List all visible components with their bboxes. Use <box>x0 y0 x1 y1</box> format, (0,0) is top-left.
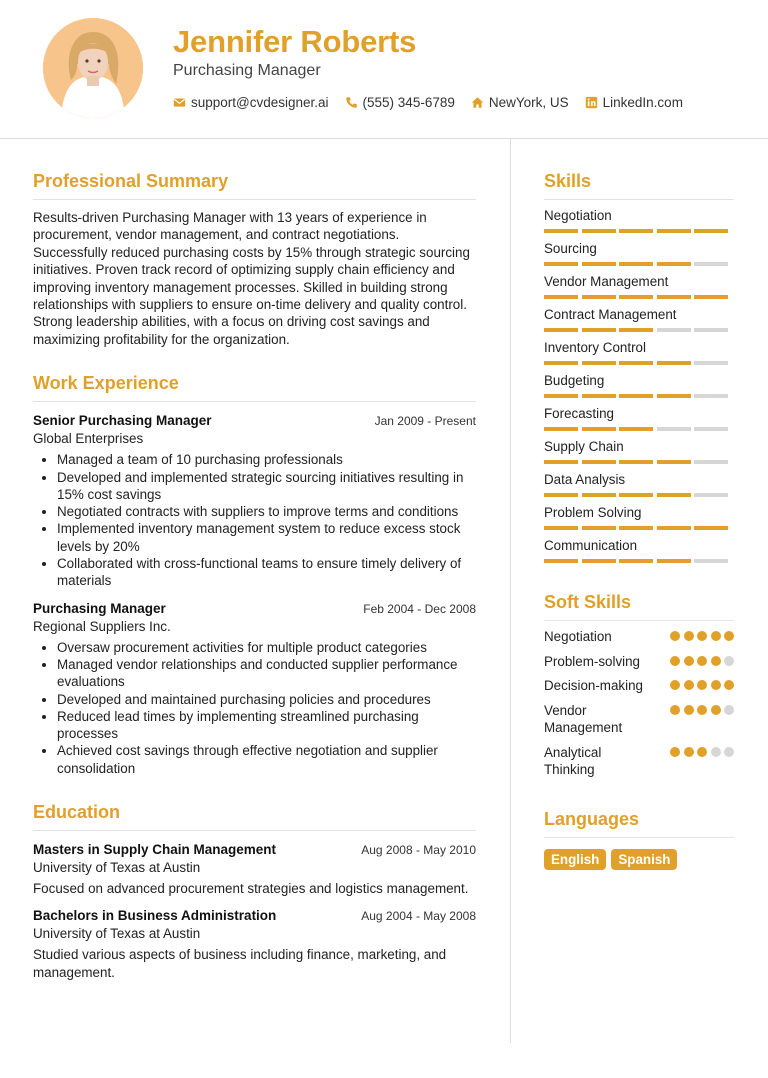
resume-header <box>0 0 768 139</box>
rating-dot-filled <box>670 705 680 715</box>
linkedin-icon <box>585 96 598 109</box>
skill-bar-filled <box>657 526 691 530</box>
contact-phone[interactable] <box>345 95 455 110</box>
candidate-role: Purchasing Manager <box>173 62 321 79</box>
job-bullets <box>33 451 476 589</box>
skill-bar-filled <box>657 229 691 233</box>
job-bullet: • Developed and maintained purchasing policies and procedures <box>57 691 476 708</box>
skill-name: Forecasting <box>544 406 614 421</box>
rating-dot-filled <box>697 747 707 757</box>
skill-bar-filled <box>619 427 653 431</box>
skill-item <box>544 406 734 431</box>
skill-item <box>544 505 734 530</box>
skill-level-bar <box>544 262 734 266</box>
education-section <box>33 802 476 981</box>
skills-list <box>544 208 734 563</box>
job-bullets <box>33 639 476 777</box>
skill-bar-filled <box>582 361 616 365</box>
skill-bar-filled <box>582 526 616 530</box>
skill-bar-filled <box>582 427 616 431</box>
soft-skill-name: Vendor Management <box>544 702 623 735</box>
summary-title: Professional Summary <box>33 171 476 200</box>
rating-dot-filled <box>670 747 680 757</box>
skill-bar-filled <box>657 394 691 398</box>
rating-dot-filled <box>711 705 721 715</box>
skill-level-bar <box>544 361 734 365</box>
contact-linkedin[interactable] <box>585 95 683 110</box>
skill-bar-filled <box>619 559 653 563</box>
skill-level-bar <box>544 328 734 332</box>
soft-skills-title: Soft Skills <box>544 592 734 621</box>
education-entry <box>33 908 476 981</box>
education-description: Studied various aspects of business including finance, marketing, and management. <box>33 947 447 980</box>
rating-dot-filled <box>697 680 707 690</box>
skill-item <box>544 208 734 233</box>
job-bullet: • Reduced lead times by implementing streamlined purchasing processes <box>57 708 476 743</box>
rating-dot-filled <box>684 680 694 690</box>
skills-section <box>544 171 734 563</box>
education-title: Education <box>33 802 476 831</box>
skill-item <box>544 340 734 365</box>
contact-linkedin-text: LinkedIn.com <box>602 95 683 110</box>
skill-level-bar <box>544 229 734 233</box>
job-bullet: • Implemented inventory management system to reduce excess stock levels by 20% <box>57 520 476 555</box>
skill-bar-filled <box>582 328 616 332</box>
rating-dot-empty <box>711 747 721 757</box>
skill-item <box>544 439 734 464</box>
language-badge: Spanish <box>611 849 677 870</box>
rating-dot-filled <box>670 656 680 666</box>
skill-bar-filled <box>619 229 653 233</box>
skill-bar-filled <box>619 493 653 497</box>
envelope-icon <box>173 96 186 109</box>
job-bullet: • Developed and implemented strategic sourcing initiatives resulting in 15% cost savings <box>57 469 476 504</box>
soft-skill-rating <box>667 656 735 666</box>
contact-email-text: support@cvdesigner.ai <box>191 95 329 110</box>
skill-bar-filled <box>582 262 616 266</box>
skill-bar-filled <box>544 559 578 563</box>
rating-dot-filled <box>711 631 721 641</box>
skill-bar-filled <box>544 394 578 398</box>
soft-skill-name: Problem-solving <box>544 653 641 669</box>
school-name: University of Texas at Austin <box>33 860 201 875</box>
skill-bar-filled <box>544 229 578 233</box>
job-company: Regional Suppliers Inc. <box>33 618 171 634</box>
job-bullet: • Negotiated contracts with suppliers to improve terms and conditions <box>57 503 476 520</box>
language-list <box>544 849 734 870</box>
skill-item <box>544 373 734 398</box>
rating-dot-filled <box>684 705 694 715</box>
job-list <box>33 413 476 777</box>
education-date: Aug 2008 - May 2010 <box>361 843 476 857</box>
job-bullet: • Oversaw procurement activities for multiple product categories <box>57 639 476 656</box>
skill-bar-filled <box>619 361 653 365</box>
job-title: Senior Purchasing Manager <box>33 413 212 429</box>
education-date: Aug 2004 - May 2008 <box>361 909 476 924</box>
avatar <box>43 18 143 118</box>
rating-dot-filled <box>724 631 734 641</box>
skill-name: Budgeting <box>544 373 605 388</box>
skill-name: Vendor Management <box>544 274 669 289</box>
skill-level-bar <box>544 427 734 431</box>
skill-bar-filled <box>582 295 616 299</box>
rating-dot-empty <box>724 705 734 715</box>
skill-level-bar <box>544 295 734 299</box>
soft-skills-list <box>544 628 734 779</box>
skill-level-bar <box>544 394 734 398</box>
contact-row <box>173 95 699 110</box>
skill-bar-filled <box>544 493 578 497</box>
job-bullet: • Collaborated with cross-functional teams to ensure timely delivery of materials <box>57 555 476 590</box>
skill-name: Communication <box>544 538 638 553</box>
soft-skill-name: Negotiation <box>544 629 612 644</box>
skill-bar-empty <box>694 460 728 464</box>
skill-bar-filled <box>544 427 578 431</box>
side-column <box>544 171 734 870</box>
soft-skill-rating <box>667 747 735 757</box>
skill-bar-filled <box>619 262 653 266</box>
job-company: Global Enterprises <box>33 431 144 447</box>
skill-bar-filled <box>544 526 578 530</box>
skill-bar-filled <box>694 295 728 299</box>
skill-bar-empty <box>657 427 691 431</box>
candidate-name: Jennifer Roberts <box>173 24 417 59</box>
skill-bar-filled <box>544 295 578 299</box>
skill-bar-filled <box>657 262 691 266</box>
soft-skill-item <box>544 744 734 779</box>
rating-dot-filled <box>684 747 694 757</box>
skill-bar-filled <box>657 295 691 299</box>
skill-level-bar <box>544 526 734 530</box>
skill-bar-filled <box>544 361 578 365</box>
skill-bar-filled <box>619 526 653 530</box>
main-column <box>33 171 476 981</box>
home-icon <box>471 96 484 109</box>
rating-dot-empty <box>724 656 734 666</box>
skill-bar-filled <box>544 262 578 266</box>
soft-skill-item <box>544 628 734 646</box>
rating-dot-filled <box>684 631 694 641</box>
skill-bar-filled <box>544 328 578 332</box>
education-description: Focused on advanced procurement strategies and logistics management. <box>33 881 469 896</box>
skill-name: Sourcing <box>544 241 597 256</box>
skill-bar-empty <box>694 427 728 431</box>
soft-skill-name: Analytical Thinking <box>544 744 602 777</box>
skill-bar-filled <box>582 460 616 464</box>
job-date: Feb 2004 - Dec 2008 <box>363 601 476 616</box>
education-entry <box>33 842 476 897</box>
job-title: Purchasing Manager <box>33 600 166 616</box>
skill-bar-filled <box>544 460 578 464</box>
skill-item <box>544 472 734 497</box>
languages-section <box>544 809 734 870</box>
skill-bar-filled <box>582 394 616 398</box>
skill-bar-empty <box>657 328 691 332</box>
language-badge: English <box>544 849 606 870</box>
skill-bar-filled <box>657 460 691 464</box>
skill-bar-filled <box>582 559 616 563</box>
summary-text: Results-driven Purchasing Manager with 13 years of experience in procurement, vendor management, and contract negotiations. Successfully reduced purchasing costs by 15% through strategic sourcing initiatives. Proven track record of optimizing supply chain efficiency and improving inventory management processes. Skilled in building strong relationships with suppliers to ensure on-time delivery and quality control. Strong leadership abilities, with a focus on driving cost savings and maximizing profitability for the organization. <box>33 210 470 347</box>
languages-title: Languages <box>544 809 734 838</box>
school-name: University of Texas at Austin <box>33 926 201 942</box>
skill-bar-filled <box>619 328 653 332</box>
experience-section <box>33 373 476 777</box>
skill-name: Inventory Control <box>544 340 646 355</box>
job-entry <box>33 413 476 589</box>
skill-name: Supply Chain <box>544 439 624 454</box>
column-divider <box>510 138 511 1043</box>
skill-name: Problem Solving <box>544 505 642 520</box>
skill-item <box>544 307 734 332</box>
rating-dot-filled <box>697 705 707 715</box>
job-bullet: • Managed vendor relationships and conducted supplier performance evaluations <box>57 656 476 691</box>
skill-bar-filled <box>619 460 653 464</box>
skill-level-bar <box>544 493 734 497</box>
rating-dot-empty <box>724 747 734 757</box>
rating-dot-filled <box>670 631 680 641</box>
skill-name: Data Analysis <box>544 472 626 487</box>
soft-skill-rating <box>667 705 735 715</box>
skill-item <box>544 274 734 299</box>
rating-dot-filled <box>670 680 680 690</box>
skill-name: Negotiation <box>544 208 612 223</box>
summary-section <box>33 171 476 348</box>
job-bullet: • Achieved cost savings through effective negotiation and supplier consolidation <box>57 742 476 777</box>
skill-level-bar <box>544 460 734 464</box>
rating-dot-filled <box>697 656 707 666</box>
rating-dot-filled <box>684 656 694 666</box>
degree-title: Bachelors in Business Administration <box>33 908 277 924</box>
skill-bar-empty <box>694 361 728 365</box>
skill-bar-filled <box>582 229 616 233</box>
soft-skills-section <box>544 592 734 779</box>
skill-bar-empty <box>694 262 728 266</box>
skill-item <box>544 538 734 563</box>
rating-dot-filled <box>711 680 721 690</box>
skill-bar-empty <box>694 394 728 398</box>
skill-bar-filled <box>694 229 728 233</box>
skill-bar-filled <box>657 559 691 563</box>
education-list <box>33 842 476 981</box>
skill-bar-filled <box>657 361 691 365</box>
soft-skill-item <box>544 677 734 695</box>
skill-bar-filled <box>582 493 616 497</box>
soft-skill-rating <box>667 631 735 641</box>
skill-bar-empty <box>694 328 728 332</box>
contact-email[interactable] <box>173 95 329 110</box>
rating-dot-filled <box>697 631 707 641</box>
skill-bar-filled <box>694 526 728 530</box>
skill-bar-filled <box>619 295 653 299</box>
skill-bar-empty <box>694 493 728 497</box>
experience-title: Work Experience <box>33 373 476 402</box>
skill-bar-filled <box>657 493 691 497</box>
skill-bar-empty <box>694 559 728 563</box>
skills-title: Skills <box>544 171 734 200</box>
job-date: Jan 2009 - Present <box>374 414 476 429</box>
contact-phone-text: (555) 345-6789 <box>362 95 455 110</box>
skill-level-bar <box>544 559 734 563</box>
contact-location-text: NewYork, US <box>488 95 569 110</box>
job-bullet: • Managed a team of 10 purchasing professionals <box>57 451 476 468</box>
rating-dot-filled <box>711 656 721 666</box>
skill-name: Contract Management <box>544 307 677 322</box>
skill-item <box>544 241 734 266</box>
contact-location <box>471 95 569 110</box>
soft-skill-name: Decision-making <box>544 678 643 693</box>
job-entry <box>33 601 476 777</box>
phone-icon <box>345 96 358 109</box>
profile-photo <box>43 18 143 118</box>
soft-skill-item <box>544 653 734 671</box>
skill-bar-filled <box>619 394 653 398</box>
soft-skill-rating <box>667 680 735 690</box>
degree-title: Masters in Supply Chain Management <box>33 842 277 857</box>
rating-dot-filled <box>724 680 734 690</box>
soft-skill-item <box>544 702 734 737</box>
